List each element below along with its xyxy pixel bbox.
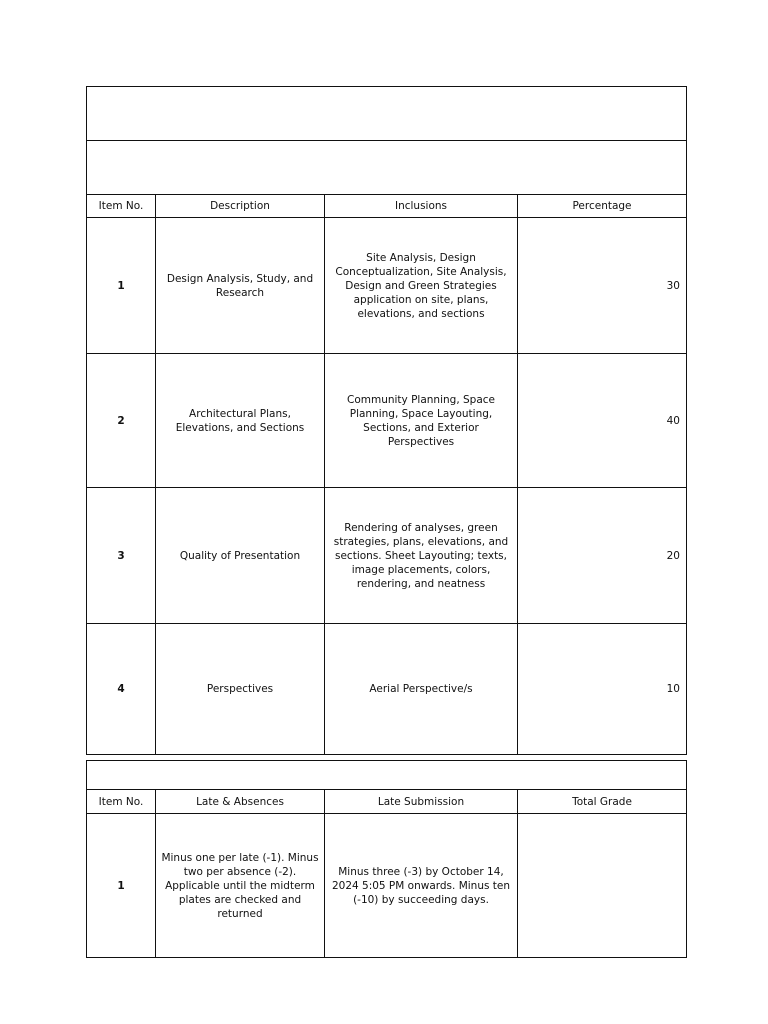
- total-grade-cell: [518, 814, 687, 958]
- header-late-absences: Late & Absences: [156, 790, 325, 814]
- table-title-row: [87, 87, 687, 141]
- description-cell: Architectural Plans, Elevations, and Sections: [156, 354, 325, 488]
- description-cell: Design Analysis, Study, and Research: [156, 218, 325, 354]
- table-row: [87, 354, 687, 488]
- header-inclusions: Inclusions: [325, 195, 518, 218]
- inclusions-cell: Site Analysis, Design Conceptualization, Site Analysis, Design and Green Strategies application on site, plans, elevations, and sections: [325, 218, 518, 354]
- percentage-cell: 20: [518, 488, 687, 624]
- header-description: Description: [156, 195, 325, 218]
- header-item-no: Item No.: [87, 790, 156, 814]
- item-number: 1: [87, 218, 156, 354]
- inclusions-cell: Rendering of analyses, green strategies, plans, elevations, and sections. Sheet Layouting; texts, image placements, colors, rendering, and neatness: [325, 488, 518, 624]
- item-number: 4: [87, 624, 156, 755]
- table-row: [87, 624, 687, 755]
- table-row: [87, 488, 687, 624]
- percentage-cell: 10: [518, 624, 687, 755]
- table-title-cell: [87, 761, 687, 790]
- table-subtitle-row: [87, 141, 687, 195]
- description-cell: Quality of Presentation: [156, 488, 325, 624]
- header-late-submission: Late Submission: [325, 790, 518, 814]
- inclusions-cell: Aerial Perspective/s: [325, 624, 518, 755]
- header-percentage: Percentage: [518, 195, 687, 218]
- header-item-no: Item No.: [87, 195, 156, 218]
- table-subtitle-cell: [87, 141, 687, 195]
- item-number: 2: [87, 354, 156, 488]
- late-absences-cell: Minus one per late (-1). Minus two per absence (-2). Applicable until the midterm plates are checked and returned: [156, 814, 325, 958]
- percentage-cell: 40: [518, 354, 687, 488]
- deductions-table: [86, 760, 687, 958]
- table-title-cell: [87, 87, 687, 141]
- table-title-row: [87, 761, 687, 790]
- table-row: [87, 814, 687, 958]
- table-row: [87, 218, 687, 354]
- header-row: [87, 790, 687, 814]
- header-row: [87, 195, 687, 218]
- percentage-cell: 30: [518, 218, 687, 354]
- description-cell: Perspectives: [156, 624, 325, 755]
- item-number: 1: [87, 814, 156, 958]
- inclusions-cell: Community Planning, Space Planning, Space Layouting, Sections, and Exterior Perspectives: [325, 354, 518, 488]
- item-number: 3: [87, 488, 156, 624]
- late-submission-cell: Minus three (-3) by October 14, 2024 5:05 PM onwards. Minus ten (-10) by succeeding days.: [325, 814, 518, 958]
- header-total-grade: Total Grade: [518, 790, 687, 814]
- criteria-table: [86, 86, 687, 755]
